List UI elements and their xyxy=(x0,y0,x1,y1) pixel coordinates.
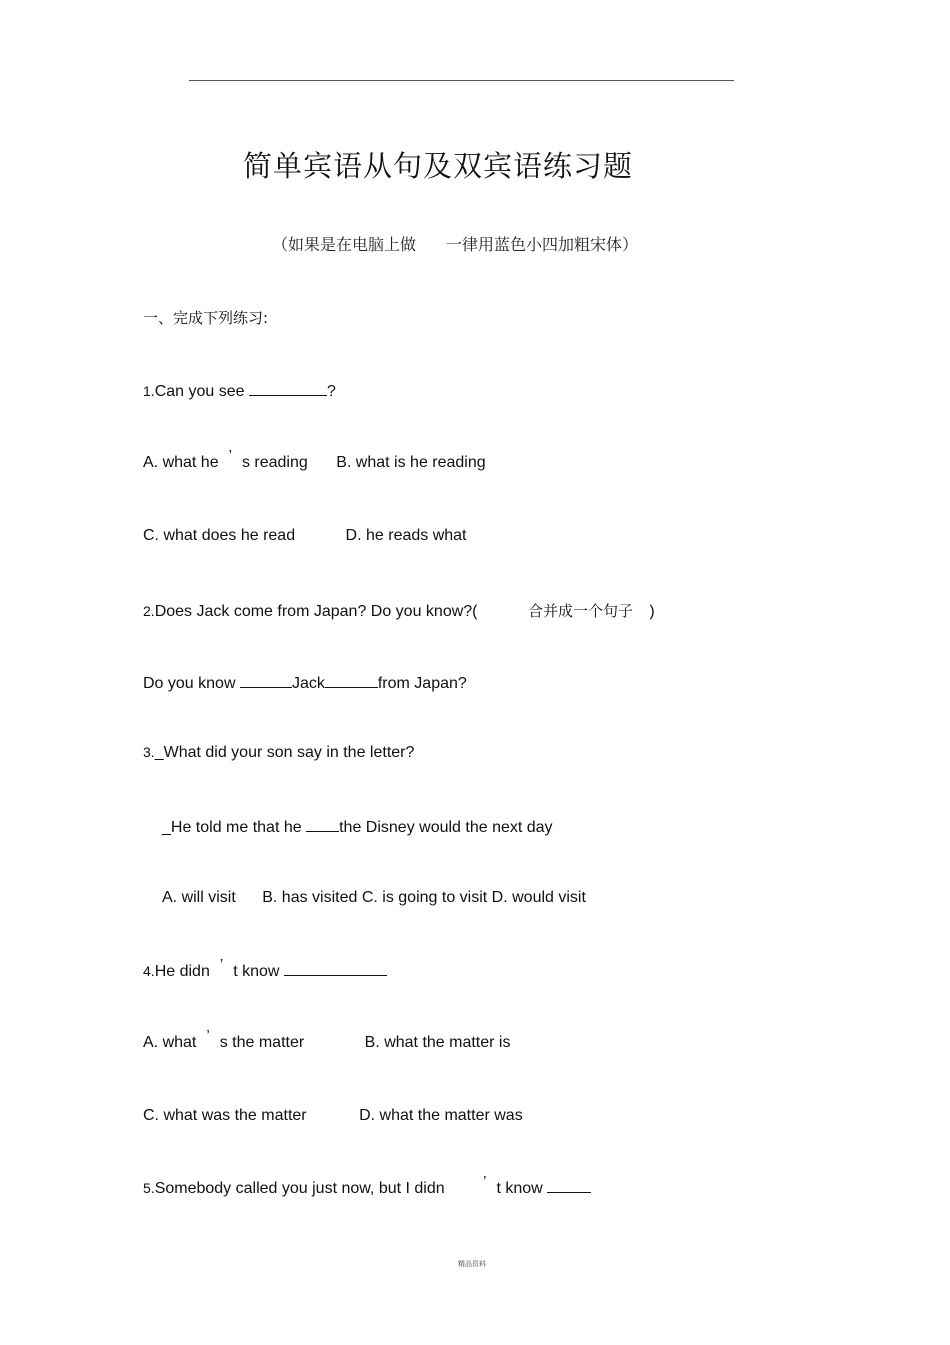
question-3-line xyxy=(162,817,553,837)
question-stem: Somebody called you just now, but I didn xyxy=(154,1180,445,1197)
question-number: 1. xyxy=(143,383,155,399)
option-b: B. what is he reading xyxy=(336,454,486,471)
subtitle xyxy=(272,232,638,255)
option-c: C. what was the matter xyxy=(143,1107,307,1124)
question-stem: He didn xyxy=(154,963,210,980)
option-a-cont: s reading xyxy=(241,454,308,471)
question-stem: _What did your son say in the letter? xyxy=(154,744,415,761)
text-segment: Jack xyxy=(291,675,325,692)
question-number: 4. xyxy=(143,963,155,979)
options-bcd: B. has visited C. is going to visit D. would visit xyxy=(262,889,586,906)
answer-blank[interactable] xyxy=(284,961,387,976)
question-stem: Can you see xyxy=(154,383,245,400)
question-5 xyxy=(143,1173,591,1198)
question-3 xyxy=(143,744,414,762)
question-instruction: 合并成一个句子 xyxy=(527,602,633,620)
question-stem-cont: t know xyxy=(233,963,280,980)
page-title: 简单宾语从句及双宾语练习题 xyxy=(242,149,633,183)
question-2-line xyxy=(143,673,467,693)
option-a: A. what he xyxy=(143,454,219,471)
text-segment: the Disney would the next day xyxy=(339,819,553,836)
question-number: 2. xyxy=(143,603,155,619)
question-1-options-ab xyxy=(143,447,486,472)
subtitle-part1: （如果是在电脑上做 xyxy=(272,235,417,254)
subtitle-part2: 一律用蓝色小四加粗宋体） xyxy=(446,235,639,254)
question-1-options-cd xyxy=(143,527,467,545)
question-4-options-cd xyxy=(143,1107,523,1125)
question-3-options xyxy=(162,889,586,907)
text-segment: _He told me that he xyxy=(162,819,302,836)
apostrophe: ’ xyxy=(483,1173,487,1190)
question-4 xyxy=(143,956,387,981)
option-c: C. what does he read xyxy=(143,527,296,544)
apostrophe: ’ xyxy=(206,1027,210,1044)
question-stem: Does Jack come from Japan? Do you know?( xyxy=(154,603,478,620)
answer-blank[interactable] xyxy=(306,817,339,832)
option-d: D. what the matter was xyxy=(359,1107,523,1124)
answer-blank[interactable] xyxy=(249,381,327,396)
header-rule xyxy=(189,80,734,81)
question-end: ? xyxy=(326,383,336,400)
answer-blank[interactable] xyxy=(325,673,378,688)
apostrophe: ’ xyxy=(228,447,232,464)
text-segment: from Japan? xyxy=(377,675,467,692)
option-a: A. what xyxy=(143,1034,197,1051)
option-d: D. he reads what xyxy=(345,527,467,544)
option-a: A. will visit xyxy=(162,889,236,906)
question-4-options-ab xyxy=(143,1027,511,1052)
question-2 xyxy=(143,600,655,621)
page-footer: 精品资料 xyxy=(458,1261,486,1268)
apostrophe: ’ xyxy=(219,956,224,973)
answer-blank[interactable] xyxy=(547,1178,591,1193)
question-stem-cont: t know xyxy=(496,1180,543,1197)
text-segment: Do you know xyxy=(143,675,236,692)
option-a-cont: s the matter xyxy=(219,1034,305,1051)
section-heading: 一、完成下列练习: xyxy=(143,309,269,327)
question-1 xyxy=(143,381,336,401)
question-number: 3. xyxy=(143,744,155,760)
answer-blank[interactable] xyxy=(240,673,292,688)
question-number: 5. xyxy=(143,1180,155,1196)
option-b: B. what the matter is xyxy=(364,1034,511,1051)
question-end: ) xyxy=(649,603,655,620)
